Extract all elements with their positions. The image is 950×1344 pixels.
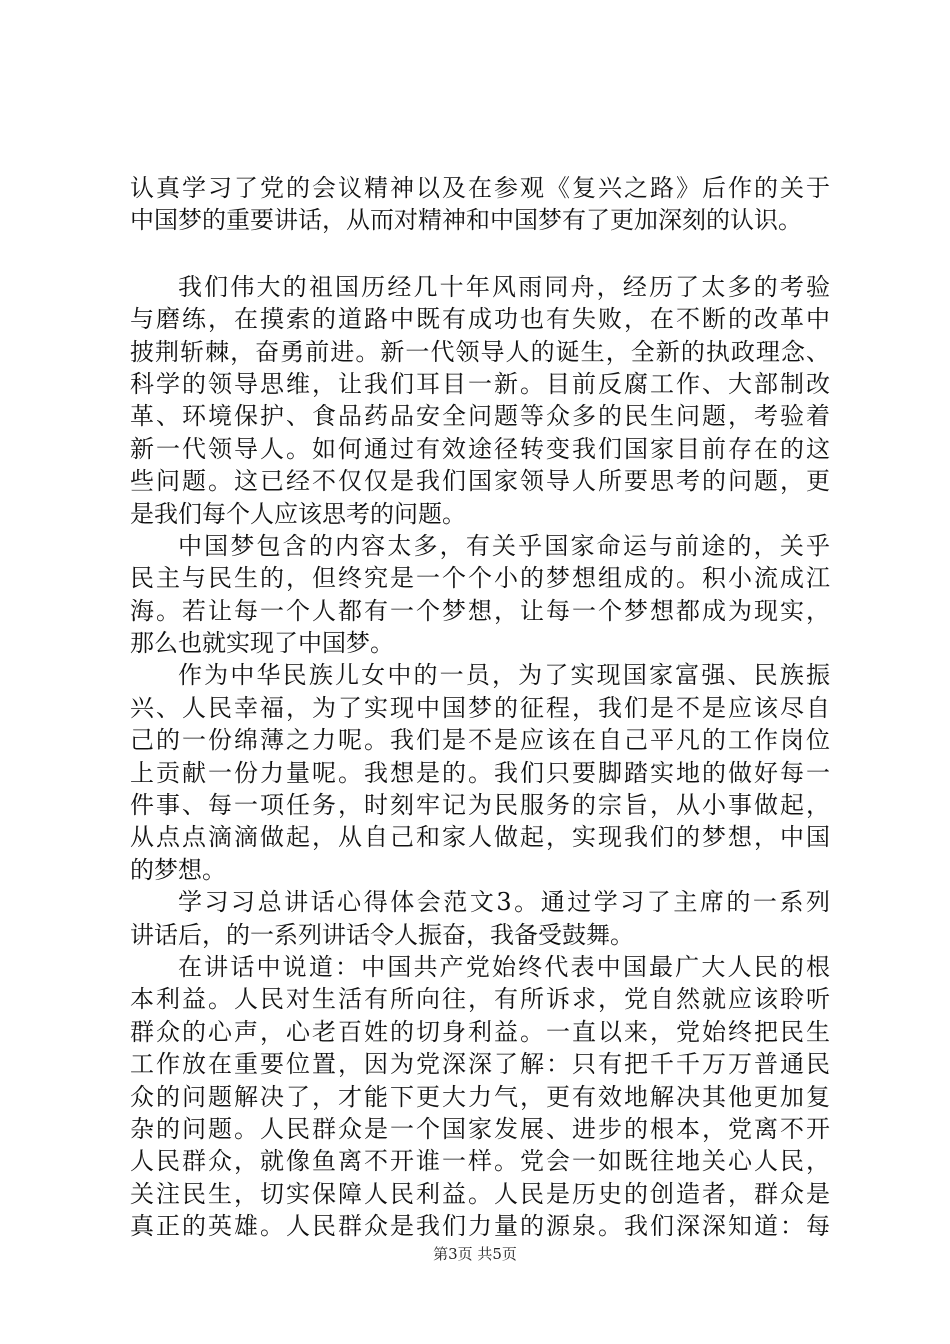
intro-paragraph xyxy=(130,172,830,237)
text-line: 真正的英雄。人民群众是我们力量的源泉。我们深深知道：每 xyxy=(130,1212,830,1241)
text-line: 兴、人民幸福，为了实现中国梦的征程，我们是不是应该尽自 xyxy=(130,693,830,722)
text-line: 上贡献一份力量呢。我想是的。我们只要脚踏实地的做好每一 xyxy=(130,758,830,787)
page-number-footer: 第3页 共5页 xyxy=(433,1245,517,1263)
text-line: 群众的心声，心老百姓的切身利益。一直以来，党始终把民生 xyxy=(130,1017,830,1046)
paragraph xyxy=(130,271,830,530)
paragraph xyxy=(130,659,830,886)
text-line: 新一代领导人。如何通过有效途径转变我们国家目前存在的这 xyxy=(130,434,830,463)
text-line: 从点点滴滴做起，从自己和家人做起，实现我们的梦想，中国 xyxy=(130,823,830,852)
text-line: 人民群众，就像鱼离不开谁一样。党会一如既往地关心人民， xyxy=(130,1147,830,1176)
text-line: 工作放在重要位置，因为党深深了解：只有把千千万万普通民 xyxy=(130,1050,830,1079)
text-line: 科学的领导思维，让我们耳目一新。目前反腐工作、大部制改 xyxy=(130,369,830,398)
paragraph-gap xyxy=(130,237,830,271)
text-line: 的梦想。 xyxy=(130,855,226,884)
text-line: 中国梦的重要讲话，从而对精神和中国梦有了更加深刻的认识。 xyxy=(130,206,802,235)
text-line: 海。若让每一个人都有一个梦想，让每一个梦想都成为现实， xyxy=(130,596,830,625)
text-line: 本利益。人民对生活有所向往，有所诉求，党自然就应该聆听 xyxy=(130,985,830,1014)
text-line: 认真学习了党的会议精神以及在参观《复兴之路》后作的关于 xyxy=(130,174,830,202)
text-line: 那么也就实现了中国梦。 xyxy=(130,629,394,658)
text-line: 杂的问题。人民群众是一个国家发展、进步的根本，党离不开 xyxy=(130,1114,830,1143)
text-line: 我们伟大的祖国历经几十年风雨同舟，经历了太多的考验 xyxy=(178,272,830,301)
paragraph xyxy=(130,886,830,951)
text-line: 民主与民生的，但终究是一个个小的梦想组成的。积小流成江 xyxy=(130,564,830,593)
text-line: 中国梦包含的内容太多，有关乎国家命运与前途的，关乎 xyxy=(178,531,830,560)
text-line: 己的一份绵薄之力呢。我们是不是应该在自己平凡的工作岗位 xyxy=(130,726,830,755)
text-line: 学习习总讲话心得体会范文3。通过学习了主席的一系列 xyxy=(178,888,830,917)
text-line: 件事、每一项任务，时刻牢记为民服务的宗旨，从小事做起， xyxy=(130,791,830,820)
text-line: 讲话后，的一系列讲话令人振奋，我备受鼓舞。 xyxy=(130,920,634,949)
document-body xyxy=(130,172,830,1243)
text-line: 关注民生，切实保障人民利益。人民是历史的创造者，群众是 xyxy=(130,1179,830,1208)
text-line: 在讲话中说道：中国共产党始终代表中国最广大人民的根 xyxy=(178,952,830,981)
paragraph xyxy=(130,530,830,660)
text-line: 些问题。这已经不仅仅是我们国家领导人所要思考的问题，更 xyxy=(130,467,830,496)
text-line: 与磨练，在摸索的道路中既有成功也有失败，在不断的改革中 xyxy=(130,305,830,334)
paragraph xyxy=(130,951,830,1243)
text-line: 众的问题解决了，才能下更大力气，更有效地解决其他更加复 xyxy=(130,1082,830,1111)
text-line: 作为中华民族儿女中的一员，为了实现国家富强、民族振 xyxy=(178,661,830,690)
text-line: 披荆斩棘，奋勇前进。新一代领导人的诞生，全新的执政理念、 xyxy=(130,337,830,366)
text-line: 是我们每个人应该思考的问题。 xyxy=(130,499,466,528)
text-line: 革、环境保护、食品药品安全问题等众多的民生问题，考验着 xyxy=(130,402,830,431)
